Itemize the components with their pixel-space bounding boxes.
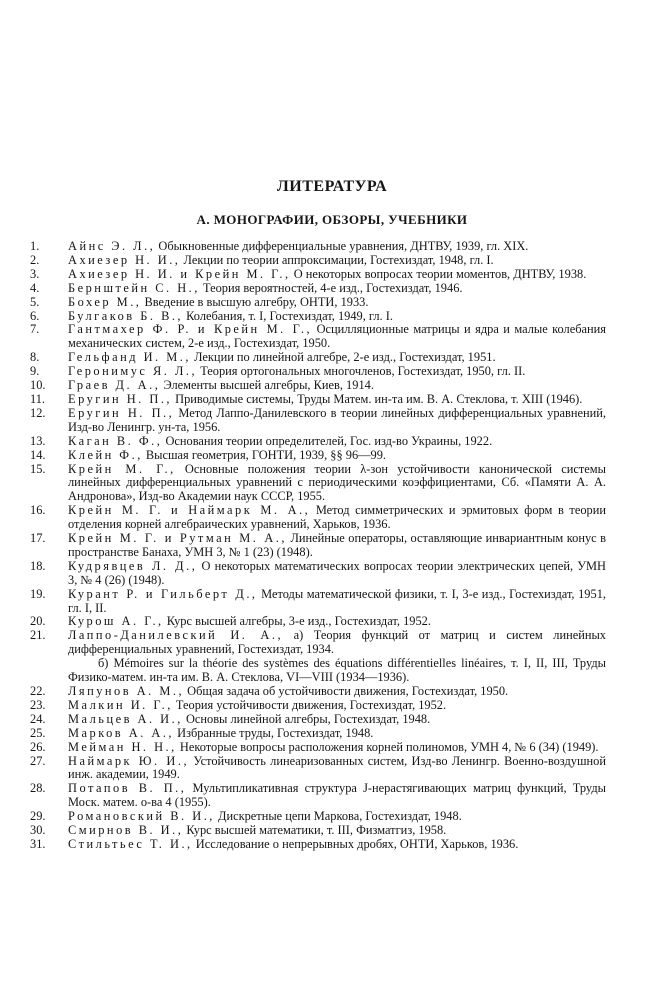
reference-author: Бернштейн С. Н., [68, 280, 200, 295]
reference-item [0, 532, 606, 560]
reference-item [0, 393, 606, 407]
reference-text: Устойчивость линеаризованных систем, Изд-во Ленингр. Военно-воздушной инж. академии, 1949. [68, 753, 606, 782]
reference-item [0, 351, 606, 365]
reference-text: Приводимые системы, Труды Матем. ин-та им. В. А. Стеклова, т. XIII (1946). [175, 391, 583, 406]
reference-text: Теория вероятностей, 4-е изд., Гостехиздат, 1946. [202, 280, 463, 295]
reference-author: Курош А. Г., [68, 614, 164, 629]
reference-number: 28. [30, 781, 46, 796]
reference-text: Теория ортогональных многочленов, Гостехиздат, 1950, гл. II. [200, 364, 526, 379]
reference-item [0, 310, 606, 324]
reference-text: Избранные труды, Гостехиздат, 1948. [177, 725, 374, 740]
reference-author: Булгаков Б. В., [68, 308, 184, 323]
reference-text: Основания теории определителей, Гос. изд-во Украины, 1922. [165, 433, 493, 448]
reference-item [0, 379, 606, 393]
reference-item [0, 713, 606, 727]
section-title: А. МОНОГРАФИИ, ОБЗОРЫ, УЧЕБНИКИ [196, 212, 468, 227]
page-title: ЛИТЕРАТУРА [276, 178, 388, 195]
reference-number: 31. [30, 836, 46, 851]
reference-item [0, 727, 606, 741]
reference-number: 9. [30, 364, 40, 379]
reference-item [0, 282, 606, 296]
reference-item [0, 463, 606, 505]
reference-text: Общая задача об устойчивости движения, Гостехиздат, 1950. [187, 684, 509, 698]
reference-author: Курант Р. и Гильберт Д., [68, 586, 258, 601]
reference-item [0, 449, 606, 463]
reference-text: Осцилляционные матрицы и ядра и малые колебания механических систем, 2-е изд., Гостехиздат, 1950. [68, 322, 607, 351]
reference-number: 6. [30, 308, 40, 323]
reference-item [0, 824, 606, 838]
reference-author: Смирнов В. И., [68, 823, 184, 838]
reference-author: Кудрявцев Л. Д., [68, 558, 198, 573]
reference-text: Некоторые вопросы расположения корней полиномов, УМН 4, № 6 (34) (1949). [179, 739, 599, 754]
reference-text: Исследование о непрерывных дробях, ОНТИ, Харьков, 1936. [195, 836, 519, 851]
reference-text: Лекции по теории аппроксимации, Гостехиздат, 1948, гл. I. [183, 252, 494, 267]
reference-author: Гельфанд И. М., [68, 350, 191, 365]
reference-text: Высшая геометрия, ГОНТИ, 1939, §§ 96—99. [145, 447, 387, 462]
reference-number: 26. [30, 739, 46, 754]
reference-item [0, 615, 606, 629]
reference-author: Айнс Э. Л., [68, 239, 156, 253]
reference-item [0, 323, 606, 351]
reference-author: Стильтьес Т. И., [68, 836, 193, 851]
reference-item [0, 560, 606, 588]
reference-text: Курс высшей математики, т. III, Физматгиз, 1958. [186, 823, 447, 838]
reference-author: Мейман Н. Н., [68, 739, 177, 754]
reference-number: 7. [30, 322, 40, 337]
reference-number: 17. [30, 531, 46, 546]
reference-number: 15. [30, 461, 46, 476]
reference-author: Малкин И. Г., [68, 697, 173, 712]
reference-text: Введение в высшую алгебру, ОНТИ, 1933. [144, 294, 369, 309]
reference-number: 3. [30, 266, 40, 281]
reference-item [0, 365, 606, 379]
reference-item [0, 254, 606, 268]
reference-text: Дискретные цепи Маркова, Гостехиздат, 1948. [218, 809, 462, 824]
reference-author: Еругин Н. П., [68, 391, 173, 406]
reference-item [0, 810, 606, 824]
reference-author: Ахиезер Н. И., [68, 252, 181, 267]
reference-number: 24. [30, 711, 46, 726]
reference-number: 14. [30, 447, 46, 462]
reference-item [0, 755, 606, 783]
reference-item [0, 629, 606, 657]
reference-author: Потапов В. П., [68, 781, 187, 796]
reference-author: Ахиезер Н. И. и Крейн М. Г., [68, 266, 291, 281]
reference-author: Клейн Ф., [68, 447, 143, 462]
reference-number: 8. [30, 350, 40, 365]
reference-number: 12. [30, 405, 46, 420]
reference-author: Крейн М. Г. и Рутман М. А., [68, 531, 287, 546]
reference-item [0, 685, 606, 699]
reference-text: Линейные операторы, оставляющие инвариантным конус в пространстве Банаха, УМН 3, № 1 (23) (1948). [68, 531, 606, 559]
reference-author: Граев Д. А., [68, 378, 161, 393]
reference-number: 22. [30, 684, 46, 698]
reference-item [0, 296, 606, 310]
reference-author: Бохер М., [68, 294, 142, 309]
reference-author: Ляпунов А. М., [68, 684, 185, 698]
reference-author: Крейн М. Г. и Наймарк М. А., [68, 503, 311, 518]
reference-number: 21. [30, 628, 46, 643]
reference-number: 29. [30, 809, 46, 824]
reference-text: Элементы высшей алгебры, Киев, 1914. [163, 378, 374, 393]
reference-text: Методы математической физики, т. I, 3-е изд., Гостехиздат, 1951, гл. I, II. [68, 586, 606, 615]
reference-number: 30. [30, 823, 46, 838]
reference-text: Теория устойчивости движения, Гостехиздат, 1952. [175, 697, 447, 712]
reference-author: Геронимус Я. Л., [68, 364, 198, 379]
reference-text: О некоторых математических вопросах теории электрических цепей, УМН 3, № 4 (26) (1948). [68, 558, 606, 587]
reference-item [0, 838, 606, 852]
reference-text: Мультипликативная структура J-нерастягивающих матриц функций, Труды Моск. матем. о-ва 4 (1955). [68, 781, 606, 810]
reference-number: 16. [30, 503, 46, 518]
reference-author: Каган В. Ф., [68, 433, 163, 448]
reference-text: Основные положения теории λ-зон устойчивости канонической системы линейных дифференциальных уравнений с периодическими коэффициентами, Сб. «Памяти А. А. Андронова», Изд-во Академии наук СССР, 1955. [68, 461, 606, 504]
reference-author: Лаппо-Данилевский И. А., [68, 628, 284, 643]
reference-author: Марков А. А., [68, 725, 175, 740]
reference-text: О некоторых вопросах теории моментов, ДНТВУ, 1938. [293, 266, 587, 281]
reference-number: 25. [30, 725, 46, 740]
reference-text: а) Теория функций от матриц и систем линейных дифференциальных уравнений, Гостехиздат, 1934. [68, 628, 606, 657]
reference-item [0, 699, 606, 713]
reference-text: Курс высшей алгебры, 3-е изд., Гостехиздат, 1952. [166, 614, 431, 629]
reference-item [0, 741, 606, 755]
reference-text: б) Mémoires sur la théorie des systèmes des équations différentielles linéaires, т. I, II, III, Труды Физико-матем. ин-та им. В. А. Стеклова, VI—VIII (1934—1936). [68, 656, 606, 685]
reference-text: Метод симметрических и эрмитовых форм в теории отделения корней алгебраических уравнений, Харьков, 1936. [68, 503, 606, 532]
reference-author: Наймарк Ю. И., [68, 753, 190, 768]
reference-item [0, 588, 606, 616]
reference-item [0, 407, 606, 435]
reference-author: Крейн М. Г., [68, 461, 176, 476]
reference-item [0, 240, 606, 254]
reference-text: Метод Лаппо-Данилевского в теории линейных дифференциальных уравнений, Изд-во Ленингр. ун-та, 1956. [68, 405, 606, 434]
reference-subitem [0, 657, 606, 685]
reference-number: 27. [30, 753, 46, 768]
reference-number: 13. [30, 433, 46, 448]
reference-number: 4. [30, 280, 40, 295]
reference-list [0, 240, 664, 852]
reference-item [0, 504, 606, 532]
reference-item [0, 268, 606, 282]
reference-number: 1. [30, 239, 40, 253]
reference-number: 19. [30, 586, 46, 601]
reference-author: Гантмахер Ф. Р. и Крейн М. Г., [68, 322, 313, 337]
reference-number: 11. [30, 391, 46, 406]
reference-number: 5. [30, 294, 40, 309]
reference-number: 18. [30, 558, 46, 573]
reference-author: Еругин Н. П., [68, 405, 175, 420]
reference-number: 20. [30, 614, 46, 629]
reference-number: 23. [30, 697, 46, 712]
reference-author: Романовский В. И., [68, 809, 215, 824]
reference-number: 10. [30, 378, 46, 393]
reference-item [0, 435, 606, 449]
reference-item [0, 782, 606, 810]
reference-text: Лекции по линейной алгебре, 2-е изд., Гостехиздат, 1951. [194, 350, 496, 365]
reference-text: Колебания, т. I, Гостехиздат, 1949, гл. I. [186, 308, 393, 323]
reference-text: Основы линейной алгебры, Гостехиздат, 1948. [185, 711, 431, 726]
reference-number: 2. [30, 252, 40, 267]
reference-author: Мальцев А. И., [68, 711, 183, 726]
reference-text: Обыкновенные дифференциальные уравнения, ДНТВУ, 1939, гл. XIX. [158, 239, 529, 253]
